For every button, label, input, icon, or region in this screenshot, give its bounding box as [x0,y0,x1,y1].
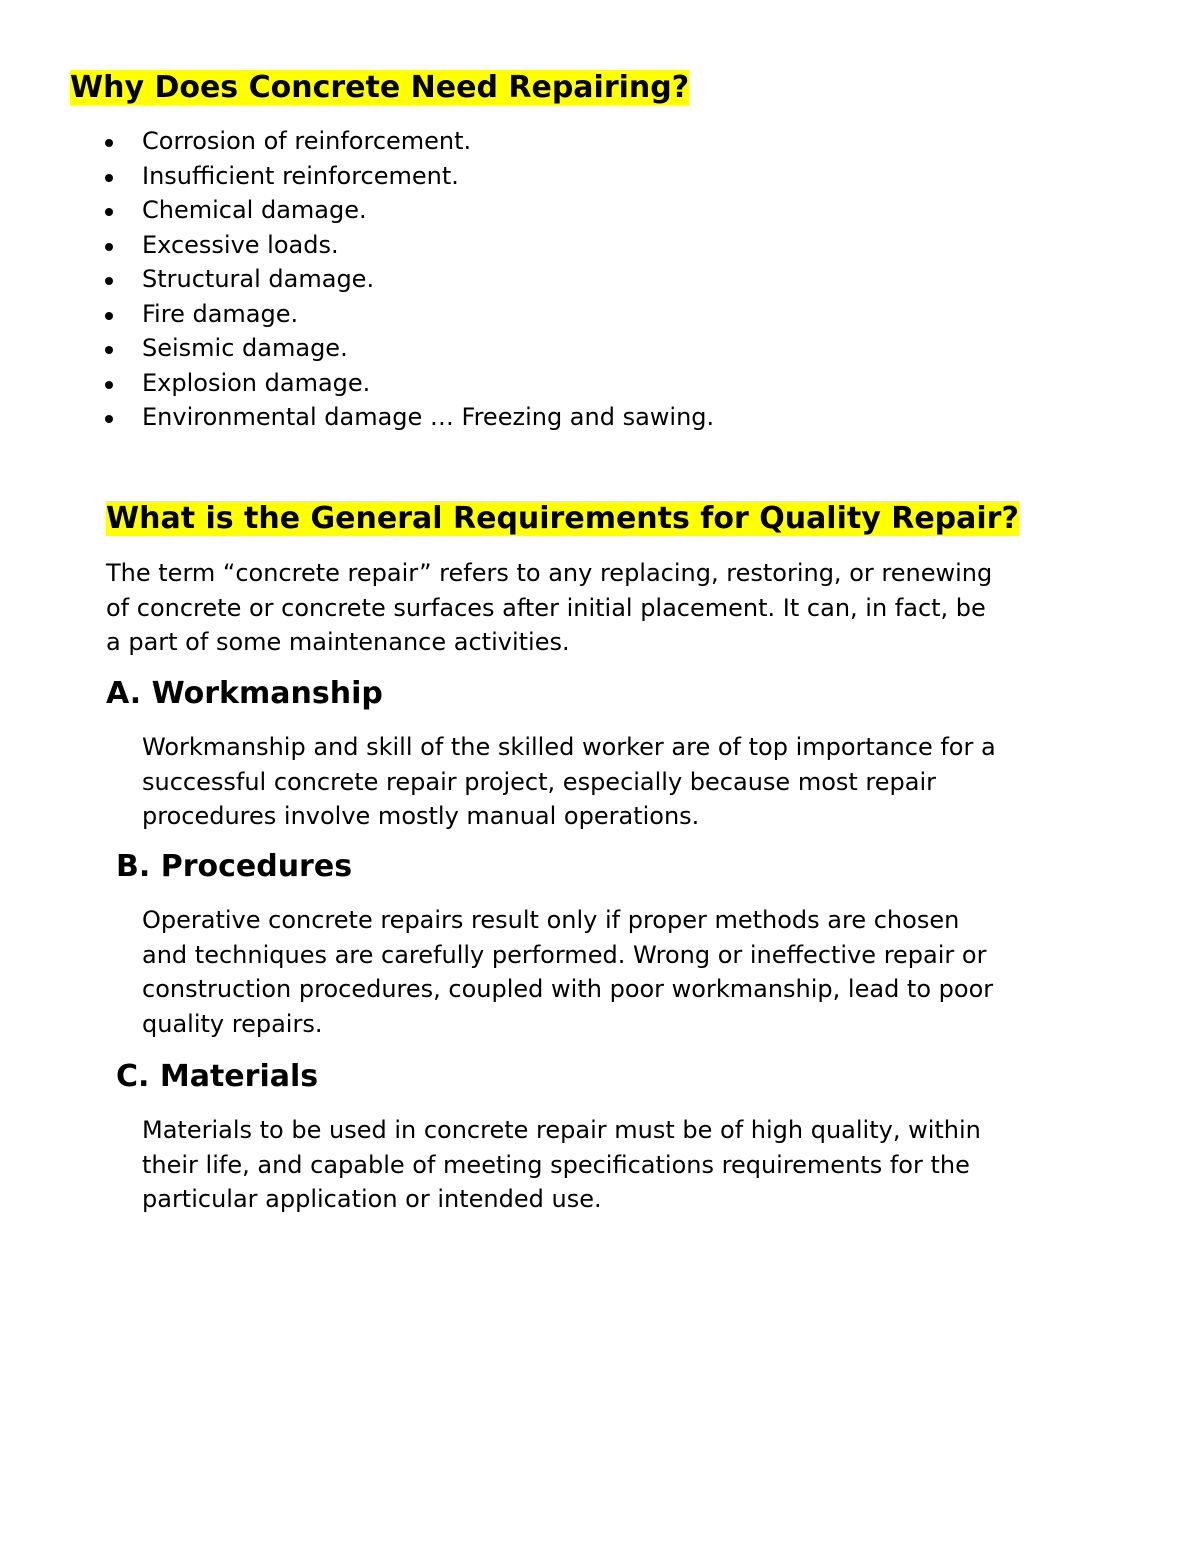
subheading-materials: C. Materials [116,1059,319,1094]
list-item-text: Chemical damage. [142,196,367,224]
materials-paragraph [142,1113,981,1217]
paragraph-line: and techniques are carefully performed. Wrong or ineffective repair or [142,940,987,969]
bullet-icon [105,346,113,354]
paragraph-line: The term “concrete repair” refers to any replacing, restoring, or renewing [106,559,993,587]
list-item-text: Corrosion of reinforcement. [142,127,472,155]
paragraph-line: Operative concrete repairs result only if proper methods are chosen [142,906,960,934]
paragraph-line: their life, and capable of meeting specifications requirements for the [142,1150,970,1179]
paragraph-line: procedures involve mostly manual operations. [142,802,700,831]
bullet-icon [105,381,113,389]
list-item [100,228,714,263]
paragraph-line: Materials to be used in concrete repair must be of high quality, within [142,1116,981,1144]
bullet-icon [105,243,113,251]
bullet-icon [105,277,113,285]
bullet-icon [105,174,113,182]
paragraph-line: a part of some maintenance activities. [106,628,570,657]
list-item-text: Environmental damage … Freezing and sawing. [142,403,715,431]
list-item-text: Excessive loads. [142,230,339,259]
bullet-icon [105,139,113,147]
list-item-text: Explosion damage. [142,368,371,397]
list-item-text: Fire damage. [142,299,299,328]
bullet-icon [105,208,113,216]
list-item [100,124,714,159]
list-item [100,400,714,435]
bullet-icon [105,415,113,423]
paragraph-line: Workmanship and skill of the skilled worker are of top importance for a [142,733,996,761]
list-item-text: Seismic damage. [142,334,348,362]
subheading-workmanship: A. Workmanship [106,676,383,711]
paragraph-line: successful concrete repair project, especially because most repair [142,767,937,796]
procedures-paragraph [142,903,993,1041]
list-item [100,331,714,366]
list-item [100,193,714,228]
paragraph-line: quality repairs. [142,1009,323,1038]
paragraph-line: of concrete or concrete surfaces after initial placement. It can, in fact, be [106,593,986,622]
heading-general-requirements-text: What is the General Requirements for Quality Repair? [106,501,1019,536]
heading-why-repair [70,70,689,106]
list-item [100,262,714,297]
heading-why-repair-text: Why Does Concrete Need Repairing? [70,70,690,105]
subheading-procedures: B. Procedures [116,849,353,884]
workmanship-paragraph [142,730,996,834]
list-item [100,297,714,332]
list-item-text: Insufficient reinforcement. [142,161,459,190]
heading-general-requirements [106,501,1019,537]
list-item-text: Structural damage. [142,265,375,293]
list-item [100,366,714,401]
paragraph-line: construction procedures, coupled with poor workmanship, lead to poor [142,975,994,1004]
bullet-icon [105,312,113,320]
paragraph-line: particular application or intended use. [142,1185,602,1214]
reasons-list [100,124,714,435]
list-item [100,159,714,194]
intro-paragraph [106,556,992,660]
